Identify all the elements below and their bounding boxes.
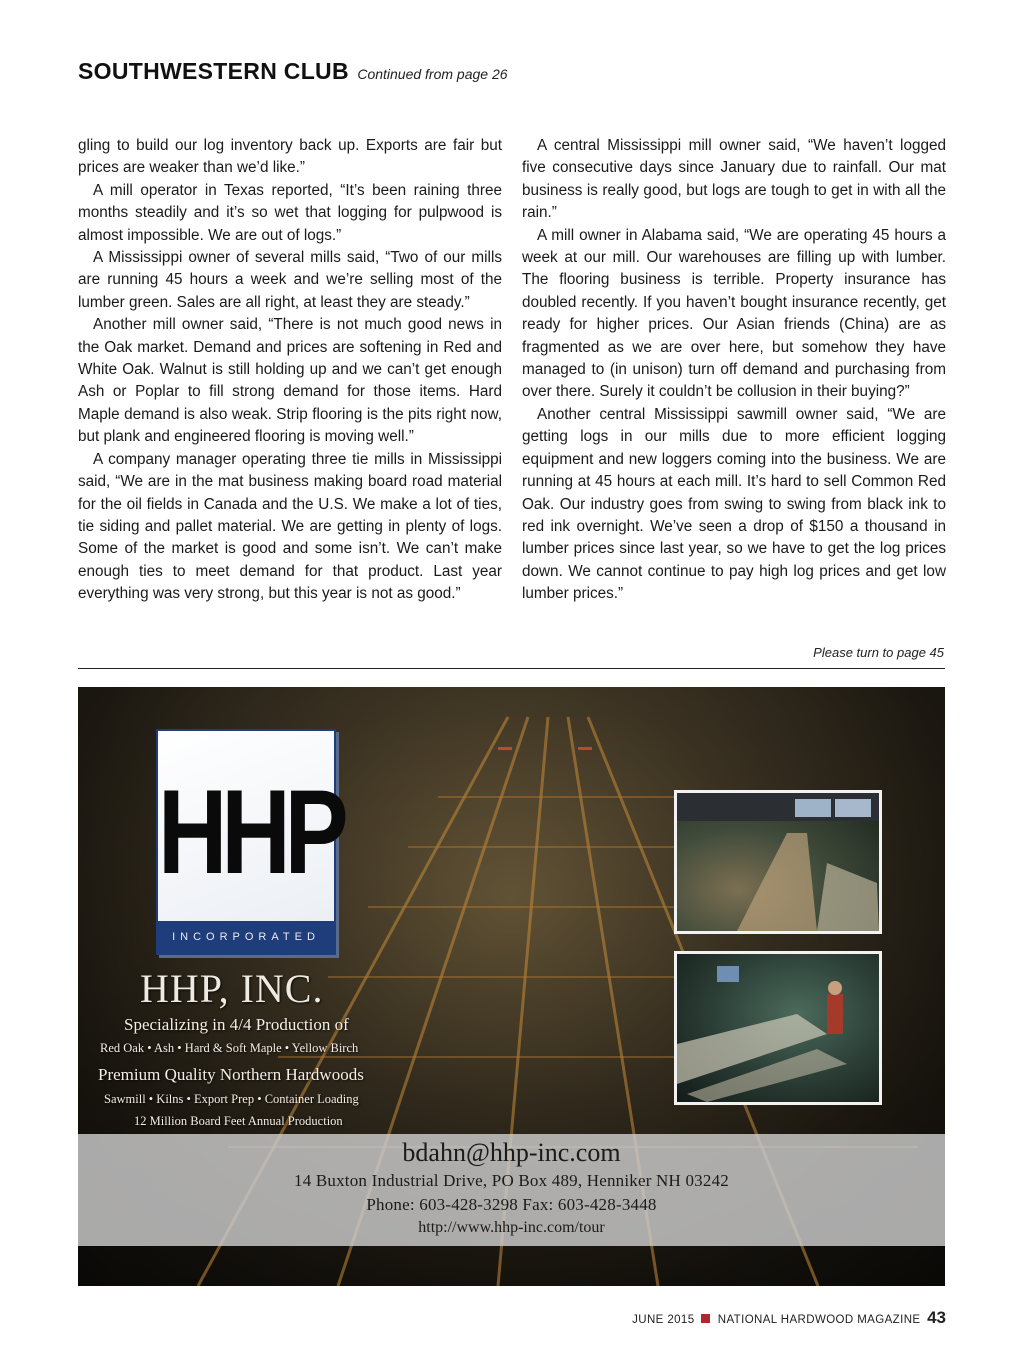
paragraph: A mill owner in Alabama said, “We are operating 45 hours a week at our mill. Our warehouses are filling up with lumber. The flooring business is terrible. Property insurance has doubled recently. If you haven’t bought insurance recently, get ready for higher prices. Our Asian friends (China) are as fragmented as we are over here, but somehow they have managed to (in unison) turn off demand and purchasing from over there. Surely it couldn’t be collusion in their buying?”: [522, 226, 946, 401]
magazine-name: NATIONAL HARDWOOD MAGAZINE: [717, 1314, 921, 1326]
hhp-advertisement: [78, 687, 945, 1286]
production-line: 12 Million Board Feet Annual Production: [134, 1114, 343, 1128]
divider: [78, 668, 945, 669]
paragraph: A company manager operating three tie mills in Mississippi said, “We are in the mat business making board road material for the oil fields in Canada and the U.S. We make a lot of ties, tie siding and pallet material. We are getting in plenty of logs. Some of the market is good and some isn’t. We can’t make enough ties to meet demand for that product. Last year everything was very strong, but this year is not as good.”: [78, 450, 502, 603]
inset-photo-grading-table: [674, 951, 882, 1105]
contact-phone-fax: Phone: 603-428-3298 Fax: 603-428-3448: [366, 1195, 657, 1214]
premium-line: Premium Quality Northern Hardwoods: [98, 1065, 364, 1084]
inset-photo-graphic: [677, 793, 879, 931]
paragraph: gling to build our log inventory back up. Exports are fair but prices are weaker than we’d like.”: [78, 137, 502, 177]
contact-url[interactable]: http://www.hhp-inc.com/tour: [418, 1219, 605, 1236]
page-footer: [632, 1308, 946, 1328]
section-title: SOUTHWESTERN CLUB: [78, 58, 349, 84]
paragraph: Another mill owner said, “There is not much good news in the Oak market. Demand and prices are softening in Red and White Oak. Walnut is still holding up and we can’t get enough Ash or Poplar to fill strong demand for those items. Hard Maple demand is also weak. Strip flooring is the pits right now, but plank and engineered flooring is moving well.”: [78, 316, 502, 446]
hhp-logo: [156, 729, 343, 955]
contact-address: 14 Buxton Industrial Drive, PO Box 489, Henniker NH 03242: [294, 1171, 729, 1190]
paragraph: Another central Mississippi sawmill owner said, “We are getting logs in our mills due to more efficient logging equipment and new loggers coming into the business. We are running at 45 hours at each mill. It’s hard to sell Common Red Oak. Our industry goes from swing to swing from black ink to red ink overnight. We’ve seen a drop of $150 a thousand in lumber prices since last year, so we have to get the log prices down. We cannot continue to pay high log prices and get low lumber prices.”: [522, 405, 946, 603]
paragraph: A Mississippi owner of several mills said, “Two of our mills are running 45 hours a week and we’re selling most of the lumber green. Sales are all right, at least they are steady.”: [78, 249, 502, 311]
company-name: HHP, INC.: [140, 966, 324, 1011]
contact-email[interactable]: bdahn@hhp-inc.com: [402, 1138, 621, 1167]
footer-square-icon: [701, 1314, 710, 1323]
section-header: [78, 58, 508, 85]
issue-date: JUNE 2015: [632, 1314, 695, 1326]
paragraph: A central Mississippi mill owner said, “We haven’t logged five consecutive days since January due to rainfall. Our mat business is really good, but logs are tough to get in with all the rain.”: [522, 137, 946, 222]
inset-photo-sawmill-line: [674, 790, 882, 934]
article-right-column: [522, 135, 946, 606]
logo-letters: HHP: [158, 765, 343, 899]
logo-incorporated-band: INCORPORATED: [158, 921, 334, 953]
continued-note: Continued from page 26: [357, 66, 508, 82]
page-number: 43: [927, 1308, 946, 1327]
article-left-column: [78, 135, 502, 606]
inset-photo-graphic: [677, 954, 879, 1102]
specializing-line: Specializing in 4/4 Production of: [124, 1015, 349, 1034]
contact-band: [78, 1134, 945, 1246]
species-line: Red Oak • Ash • Hard & Soft Maple • Yellow Birch: [100, 1041, 359, 1055]
turn-page-note: Please turn to page 45: [813, 645, 944, 660]
paragraph: A mill operator in Texas reported, “It’s been raining three months steadily and it’s so wet that logging for pulpwood is almost impossible. We are out of logs.”: [78, 181, 502, 244]
services-line: Sawmill • Kilns • Export Prep • Container Loading: [104, 1092, 359, 1106]
